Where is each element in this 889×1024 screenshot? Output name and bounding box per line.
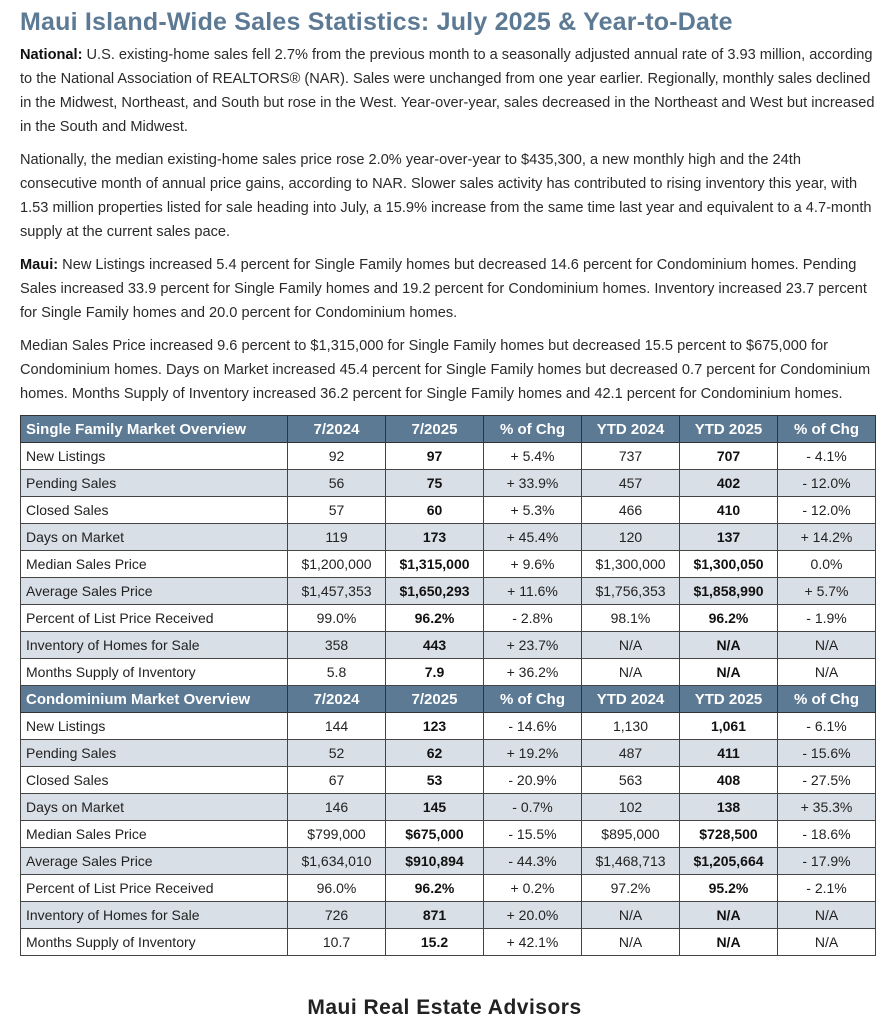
maui-price-text: Median Sales Price increased 9.6 percent to $1,315,000 for Single Family homes but decreased 15.5 percent to $675,000 for Condominium homes. Days on Market increased 45.4 percent for Single Family homes but decreased 0.7 percent for Condominium homes. Months Supply of Inventory increased 36.2 percent for Single Family homes and 42.1 percent for Condominium homes. [20,338,871,402]
table-cell: $1,205,664 [680,848,778,875]
table-cell: 96.2% [680,605,778,632]
row-label: Days on Market [21,524,288,551]
row-label: Months Supply of Inventory [21,659,288,686]
table-cell: 1,130 [582,713,680,740]
table-cell: N/A [582,632,680,659]
table-cell: 96.2% [386,875,484,902]
condominium-header-row [21,686,876,713]
table-cell: $675,000 [386,821,484,848]
single-family-table-row [21,524,876,551]
table-cell: 487 [582,740,680,767]
table-cell: - 2.8% [484,605,582,632]
table-cell: 53 [386,767,484,794]
single-family-table-row [21,470,876,497]
table-cell: 707 [680,443,778,470]
table-cell: + 45.4% [484,524,582,551]
table-cell: N/A [582,659,680,686]
table-cell: 7.9 [386,659,484,686]
table-cell: - 15.6% [778,740,876,767]
table-cell: - 2.1% [778,875,876,902]
table-cell: N/A [778,632,876,659]
table-cell: $1,634,010 [288,848,386,875]
table-cell: $1,468,713 [582,848,680,875]
condominium-table-row [21,902,876,929]
table-cell: N/A [680,632,778,659]
single-family-column-header: 7/2025 [386,416,484,443]
table-cell: - 18.6% [778,821,876,848]
national-price-paragraph [20,148,875,244]
single-family-table-row [21,605,876,632]
table-cell: 92 [288,443,386,470]
table-cell: 408 [680,767,778,794]
condominium-column-header: 7/2024 [288,686,386,713]
table-cell: - 1.9% [778,605,876,632]
table-cell: 144 [288,713,386,740]
table-cell: 62 [386,740,484,767]
table-cell: 97 [386,443,484,470]
table-cell: - 27.5% [778,767,876,794]
table-cell: 443 [386,632,484,659]
table-cell: + 42.1% [484,929,582,956]
table-cell: 98.1% [582,605,680,632]
table-cell: 402 [680,470,778,497]
table-cell: 67 [288,767,386,794]
table-cell: 457 [582,470,680,497]
national-sales-paragraph [20,43,875,139]
row-label: Months Supply of Inventory [21,929,288,956]
single-family-table-row [21,443,876,470]
table-cell: 145 [386,794,484,821]
condominium-column-header: % of Chg [778,686,876,713]
table-cell: 56 [288,470,386,497]
condominium-column-header: YTD 2025 [680,686,778,713]
table-cell: - 12.0% [778,470,876,497]
single-family-column-header: % of Chg [778,416,876,443]
table-cell: $728,500 [680,821,778,848]
table-cell: 52 [288,740,386,767]
table-cell: - 4.1% [778,443,876,470]
table-cell: - 20.9% [484,767,582,794]
table-cell: - 17.9% [778,848,876,875]
single-family-column-header: 7/2024 [288,416,386,443]
table-cell: 5.8 [288,659,386,686]
table-cell: N/A [778,929,876,956]
maui-lead: Maui: [20,257,59,273]
table-cell: + 11.6% [484,578,582,605]
maui-listings-text: New Listings increased 5.4 percent for Single Family homes but decreased 14.6 percent for Condominium homes. Pending Sales increased 33.9 percent for Single Family homes and 19.2 percent for Condominium homes. Inventory increased 23.7 percent for Single Family homes and 20.0 percent for Condominium homes. [20,257,867,321]
table-cell: + 36.2% [484,659,582,686]
table-cell: - 6.1% [778,713,876,740]
table-cell: $910,894 [386,848,484,875]
document [20,8,875,956]
table-cell: + 5.3% [484,497,582,524]
table-cell: 563 [582,767,680,794]
table-cell: 466 [582,497,680,524]
single-family-column-header: YTD 2025 [680,416,778,443]
table-cell: 57 [288,497,386,524]
row-label: Inventory of Homes for Sale [21,902,288,929]
table-cell: - 14.6% [484,713,582,740]
table-cell: N/A [778,659,876,686]
table-cell: 96.0% [288,875,386,902]
single-family-column-header: YTD 2024 [582,416,680,443]
table-cell: + 5.4% [484,443,582,470]
table-cell: N/A [680,902,778,929]
row-label: Inventory of Homes for Sale [21,632,288,659]
table-cell: $1,200,000 [288,551,386,578]
condominium-column-header: Condominium Market Overview [21,686,288,713]
national-lead: National: [20,47,83,63]
row-label: Median Sales Price [21,821,288,848]
table-cell: - 12.0% [778,497,876,524]
national-price-text: Nationally, the median existing-home sales price rose 2.0% year-over-year to $435,300, a new monthly high and the 24th consecutive month of annual price gains, according to NAR. Slower sales activity has contributed to rising inventory this year, with 1.53 million properties listed for sale heading into July, a 15.9% increase from the same time last year and equivalent to a 4.7-month supply at the current sales pace. [20,152,872,240]
table-cell: 410 [680,497,778,524]
table-cell: N/A [582,929,680,956]
table-cell: + 35.3% [778,794,876,821]
table-cell: $1,756,353 [582,578,680,605]
condominium-table-row [21,875,876,902]
table-cell: 146 [288,794,386,821]
row-label: New Listings [21,713,288,740]
condominium-table-row [21,848,876,875]
table-cell: + 14.2% [778,524,876,551]
table-cell: $1,300,000 [582,551,680,578]
single-family-table-row [21,551,876,578]
row-label: Median Sales Price [21,551,288,578]
condominium-table-row [21,713,876,740]
table-cell: 75 [386,470,484,497]
table-cell: 1,061 [680,713,778,740]
row-label: New Listings [21,443,288,470]
single-family-table-row [21,659,876,686]
condominium-column-header: % of Chg [484,686,582,713]
table-cell: $1,858,990 [680,578,778,605]
market-overview-body [21,416,876,956]
single-family-table-row [21,497,876,524]
row-label: Days on Market [21,794,288,821]
table-cell: + 5.7% [778,578,876,605]
table-cell: $1,315,000 [386,551,484,578]
table-cell: 60 [386,497,484,524]
condominium-table-row [21,740,876,767]
table-cell: $895,000 [582,821,680,848]
maui-listings-paragraph [20,253,875,325]
table-cell: 96.2% [386,605,484,632]
single-family-table-row [21,578,876,605]
table-cell: 120 [582,524,680,551]
table-cell: 10.7 [288,929,386,956]
row-label: Pending Sales [21,740,288,767]
table-cell: 95.2% [680,875,778,902]
row-label: Percent of List Price Received [21,875,288,902]
market-overview-table [20,415,876,956]
row-label: Average Sales Price [21,848,288,875]
table-cell: N/A [680,929,778,956]
condominium-table-row [21,821,876,848]
table-cell: 102 [582,794,680,821]
single-family-table-row [21,632,876,659]
table-cell: 99.0% [288,605,386,632]
row-label: Average Sales Price [21,578,288,605]
table-cell: 123 [386,713,484,740]
table-cell: - 44.3% [484,848,582,875]
table-cell: $1,457,353 [288,578,386,605]
row-label: Pending Sales [21,470,288,497]
table-cell: 737 [582,443,680,470]
single-family-column-header: Single Family Market Overview [21,416,288,443]
footer-brand: Maui Real Estate Advisors [307,996,582,1019]
row-label: Percent of List Price Received [21,605,288,632]
national-sales-text: U.S. existing-home sales fell 2.7% from the previous month to a seasonally adjusted annual rate of 3.93 million, according to the National Association of REALTORS® (NAR). Sales were unchanged from one year earlier. Regionally, monthly sales declined in the Midwest, Northeast, and South but rose in the West. Year-over-year, sales decreased in the Northeast and West but increased in the South and Midwest. [20,47,875,135]
condominium-column-header: YTD 2024 [582,686,680,713]
table-cell: + 33.9% [484,470,582,497]
table-cell: $1,300,050 [680,551,778,578]
table-cell: 358 [288,632,386,659]
table-cell: 871 [386,902,484,929]
single-family-header-row [21,416,876,443]
maui-price-paragraph [20,334,875,406]
table-cell: $1,650,293 [386,578,484,605]
table-cell: 726 [288,902,386,929]
table-cell: 173 [386,524,484,551]
table-cell: N/A [680,659,778,686]
table-cell: + 0.2% [484,875,582,902]
table-cell: + 20.0% [484,902,582,929]
table-cell: $799,000 [288,821,386,848]
single-family-column-header: % of Chg [484,416,582,443]
condominium-column-header: 7/2025 [386,686,484,713]
table-cell: - 15.5% [484,821,582,848]
table-cell: 411 [680,740,778,767]
table-cell: + 9.6% [484,551,582,578]
table-cell: 15.2 [386,929,484,956]
table-cell: 137 [680,524,778,551]
table-cell: 138 [680,794,778,821]
table-cell: N/A [778,902,876,929]
table-cell: N/A [582,902,680,929]
table-cell: 97.2% [582,875,680,902]
table-cell: 0.0% [778,551,876,578]
table-cell: - 0.7% [484,794,582,821]
condominium-table-row [21,794,876,821]
table-cell: + 23.7% [484,632,582,659]
row-label: Closed Sales [21,497,288,524]
table-cell: 119 [288,524,386,551]
condominium-table-row [21,929,876,956]
row-label: Closed Sales [21,767,288,794]
condominium-table-row [21,767,876,794]
table-cell: + 19.2% [484,740,582,767]
page-title: Maui Island-Wide Sales Statistics: July 2025 & Year-to-Date [20,8,733,36]
